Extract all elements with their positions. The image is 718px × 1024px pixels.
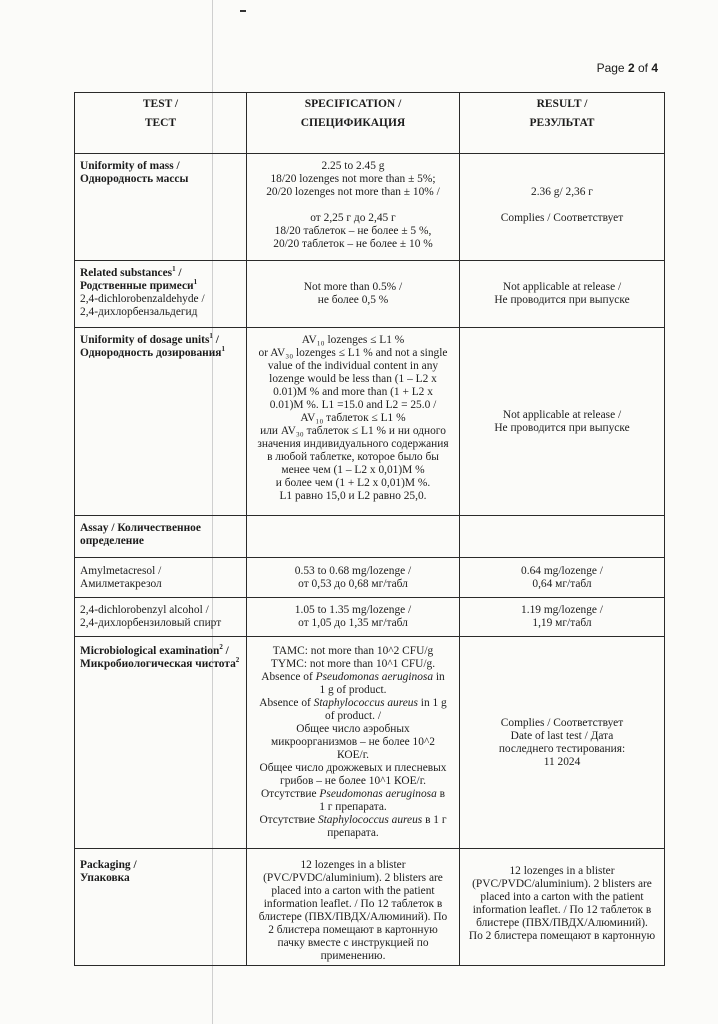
result-cell: 0.64 mg/lozenge / 0,64 мг/табл	[460, 558, 665, 598]
header-specification: SPECIFICATION / СПЕЦИФИКАЦИЯ	[247, 93, 460, 154]
table-row-related-substances	[75, 261, 665, 328]
result-cell: 1.19 mg/lozenge / 1,19 мг/табл	[460, 598, 665, 637]
table-row-assay	[75, 516, 665, 558]
spec-cell: 2.25 to 2.45 g 18/20 lozenges not more than ± 5%; 20/20 lozenges not more than ± 10% / от 2,25 г до 2,45 г 18/20 таблеток – не более ± 5 %, 20/20 таблеток – не более ± 10 %	[247, 154, 460, 261]
result-cell	[460, 516, 665, 558]
test-cell: 2,4-dichlorobenzyl alcohol / 2,4-дихлорбензиловый спирт	[75, 598, 247, 637]
result-cell: Not applicable at release / Не проводится при выпуске	[460, 328, 665, 516]
spec-cell: 0.53 to 0.68 mg/lozenge / от 0,53 до 0,68 мг/табл	[247, 558, 460, 598]
spec-cell: TAMC: not more than 10^2 CFU/g TYMC: not more than 10^1 CFU/g. Absence of Pseudomonas aeruginosa in 1 g of product. Absence of Staphylococcus aureus in 1 g of product. / Общее число аэробных микроорганизмов – не более 10^2 КОЕ/г. Общее число дрожжевых и плесневых грибов – не более 10^1 КОЕ/г. Отсутствие Pseudomonas aeruginosa в 1 г препарата. Отсутствие Staphylococcus aureus в 1 г препарата.	[247, 637, 460, 849]
test-cell: Packaging / Упаковка	[75, 849, 247, 966]
result-cell: Not applicable at release / Не проводится при выпуске	[460, 261, 665, 328]
spec-cell: 12 lozenges in a blister (PVC/PVDC/aluminium). 2 blisters are placed into a carton with the patient information leaflet. / По 12 таблеток в блистере (ПВХ/ПВДХ/Алюминий). По 2 блистера помещают в картонную пачку вместе с инструкцией по применению.	[247, 849, 460, 966]
spec-cell	[247, 516, 460, 558]
table-row-uniformity-of-dosage-units	[75, 328, 665, 516]
result-cell: 12 lozenges in a blister (PVC/PVDC/aluminium). 2 blisters are placed into a carton with the patient information leaflet. / По 12 таблеток в блистере (ПВХ/ПВДХ/Алюминий). По 2 блистера помещают в картонную	[460, 849, 665, 966]
result-cell: 2.36 g/ 2,36 г Complies / Соответствует	[460, 154, 665, 261]
test-cell: Microbiological examination$^2$ / Микробиологическая чистота$^2$	[75, 637, 247, 849]
table-row-amylmetacresol	[75, 558, 665, 598]
test-cell: Related substances$^1$ / Родственные примеси$^1$ 2,4-dichlorobenzaldehyde / 2,4-дихлорбензальдегид	[75, 261, 247, 328]
table-row-packaging	[75, 849, 665, 966]
header-result: RESULT / РЕЗУЛЬТАТ	[460, 93, 665, 154]
test-cell: Amylmetacresol / Амилметакрезол	[75, 558, 247, 598]
header-test: TEST / ТЕСТ	[75, 93, 247, 154]
test-cell: Uniformity of mass / Однородность массы	[75, 154, 247, 261]
table-row-uniformity-of-mass	[75, 154, 665, 261]
scan-mark	[240, 10, 246, 12]
spec-cell: AV₁₀ lozenges ≤ L1 % or AV₃₀ lozenges ≤ L1 % and not a single value of the individual content in any lozenge would be less than (1 – L2 x 0.01)M % and more than (1 + L2 x 0.01)M %. L1 =15.0 and L2 = 25.0 / AV₁₀ таблеток ≤ L1 % или AV₃₀ таблеток ≤ L1 % и ни одного значения индивидуального содержания в любой таблетке, которое было бы менее чем (1 – L2 x 0,01)M % и более чем (1 + L2 x 0,01)M %. L1 равно 15,0 и L2 равно 25,0.	[247, 328, 460, 516]
spec-cell: Not more than 0.5% / не более 0,5 %	[247, 261, 460, 328]
table-row-microbiological-examination	[75, 637, 665, 849]
table-header-row	[75, 93, 665, 154]
page-number: Page 2 of 4	[596, 61, 658, 75]
spec-cell: 1.05 to 1.35 mg/lozenge / от 1,05 до 1,35 мг/табл	[247, 598, 460, 637]
test-cell: Uniformity of dosage units$^1$ / Однородность дозирования$^1$	[75, 328, 247, 516]
specification-table	[74, 92, 665, 966]
table-row-dichlorobenzyl-alcohol	[75, 598, 665, 637]
test-cell: Assay / Количественное определение	[75, 516, 247, 558]
result-cell: Complies / Соответствует Date of last test / Дата последнего тестирования: 11 2024	[460, 637, 665, 849]
